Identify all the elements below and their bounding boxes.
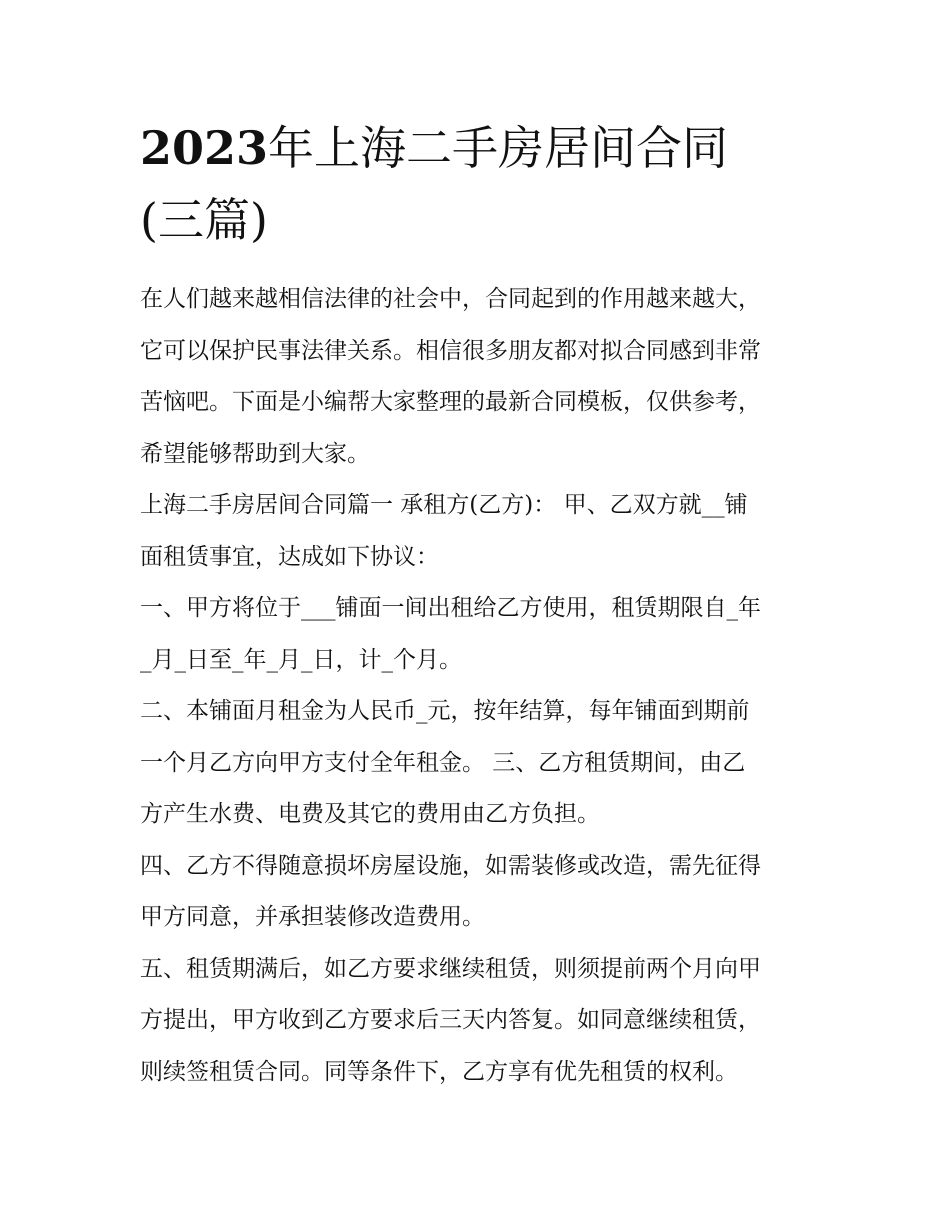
text-line: 希望能够帮助到大家。 [140, 440, 370, 467]
title-line-1 [140, 112, 820, 184]
text-line: 苦恼吧。下面是小编帮大家整理的最新合同模板，仅供参考， [140, 389, 761, 415]
clause-2-3-paragraph [140, 686, 820, 841]
text-line: 二、本铺面月租金为人民币_元，按年结算，每年铺面到期前 [140, 698, 750, 724]
text-line: 四、乙方不得随意损坏房屋设施，如需装修或改造，需先征得 [140, 852, 761, 879]
title-text: 年上海二手房居间合同 [268, 121, 729, 175]
text-line: 一、甲方将位于___铺面一间出租给乙方使用，租赁期限自_年 [140, 595, 761, 621]
clause-1-paragraph [140, 583, 820, 686]
text-line: 方产生水费、电费及其它的费用由乙方负担。 [140, 801, 600, 827]
page-title [140, 112, 820, 256]
text-line: 在人们越来越相信法律的社会中，合同起到的作用越来越大， [140, 286, 761, 312]
clause-4-paragraph [140, 841, 820, 944]
intro-paragraph [140, 274, 820, 480]
text-line: 面租赁事宜，达成如下协议： [140, 543, 439, 570]
text-line: 则续签租赁合同。同等条件下，乙方享有优先租赁的权利。 [140, 1058, 738, 1085]
text-line: 五、租赁期满后，如乙方要求继续租赁，则须提前两个月向甲 [140, 955, 761, 982]
text-line: 上海二手房居间合同篇一 承租方(乙方)： 甲、乙双方就__铺 [140, 492, 748, 518]
contract-intro-paragraph [140, 480, 820, 583]
text-line: 一个月乙方向甲方支付全年租金。 三、乙方租赁期间，由乙 [140, 749, 746, 776]
title-year: 2023 [140, 121, 269, 175]
document-body [140, 274, 820, 1098]
clause-5-paragraph [140, 944, 820, 1099]
text-line: 它可以保护民事法律关系。相信很多朋友都对拟合同感到非常 [140, 337, 761, 364]
text-line: 甲方同意，并承担装修改造费用。 [140, 904, 485, 930]
title-line-2: (三篇) [140, 193, 268, 247]
text-line: 方提出，甲方收到乙方要求后三天内答复。如同意继续租赁， [140, 1007, 761, 1033]
text-line: _月_日至_年_月_日，计_个月。 [140, 646, 462, 673]
